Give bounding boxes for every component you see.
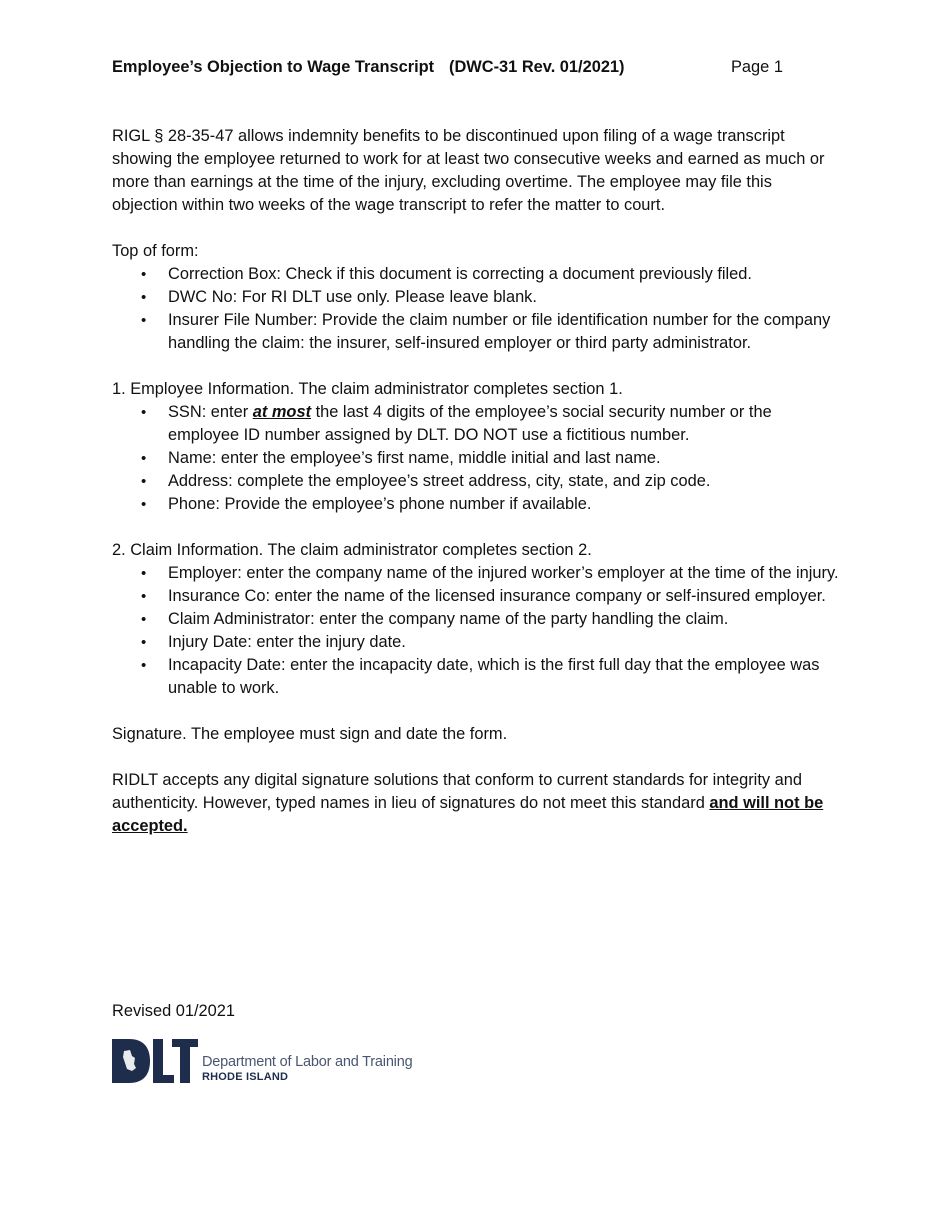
form-title: Employee’s Objection to Wage Transcript: [112, 58, 435, 76]
form-header: [112, 56, 842, 79]
digital-signature-paragraph: RIDLT accepts any digital signature solutions that conform to current standards for integrity and authenticity. However, typed names in lieu of signatures do not meet this standard and will not be accepted.: [112, 771, 824, 835]
list-item-ssn: • SSN: enter at most the last 4 digits of the employee’s social security number or the employee ID number assigned by DLT. DO NOT use a fictitious number.: [141, 403, 772, 444]
list-item: • Claim Administrator: enter the company name of the party handling the claim.: [112, 608, 842, 631]
intro-paragraph: RIGL § 28-35-47 allows indemnity benefits to be discontinued upon filing of a wage transcript showing the employee returned to work for at least two consecutive weeks and earned as much or more than earnings at the time of the injury, excluding overtime. The employee may file this objection within two weeks of the wage transcript to refer the matter to court.: [112, 127, 825, 214]
list-item: • Insurance Co: enter the name of the licensed insurance company or self-insured employer.: [112, 585, 842, 608]
bullet-icon: •: [141, 634, 147, 651]
bullet-icon: •: [141, 312, 147, 329]
bullet-icon: •: [141, 565, 147, 582]
dlt-logo: [112, 1038, 412, 1084]
list-item: • Phone: Provide the employee’s phone number if available.: [112, 493, 842, 516]
list-item: • DWC No: For RI DLT use only. Please leave blank.: [112, 286, 842, 309]
list-item: • Incapacity Date: enter the incapacity date, which is the first full day that the employee was unable to work.: [141, 656, 820, 697]
signature-paragraph: Signature. The employee must sign and date the form.: [112, 725, 508, 743]
dlt-logo-mark: [112, 1038, 198, 1084]
bullet-icon: •: [141, 473, 147, 490]
list-item: • Name: enter the employee’s first name, middle initial and last name.: [112, 447, 842, 470]
bullet-icon: •: [141, 611, 147, 628]
document-page: [112, 56, 842, 838]
bullet-icon: •: [141, 450, 147, 467]
dlt-logo-text: [202, 1054, 412, 1083]
bullet-icon: •: [141, 588, 147, 605]
section1-list: [112, 401, 842, 516]
top-of-form-list: [112, 263, 842, 355]
bullet-icon: •: [141, 496, 147, 513]
digital-signature-emphasis: and will not be accepted.: [112, 794, 824, 835]
form-code: (DWC-31 Rev. 01/2021): [449, 58, 625, 76]
list-item: • Injury Date: enter the injury date.: [112, 631, 842, 654]
revised-date: Revised 01/2021: [112, 1002, 236, 1020]
list-item: • Insurer File Number: Provide the claim number or file identification number for the company handling the claim: the insurer, self-insured employer or third party administrator.: [141, 311, 831, 352]
section2-list: [112, 562, 842, 700]
section2-label: 2. Claim Information. The claim administrator completes section 2.: [112, 541, 592, 559]
section1-label: 1. Employee Information. The claim administrator completes section 1.: [112, 380, 623, 398]
top-of-form-label: Top of form:: [112, 242, 199, 260]
department-name: Department of Labor and Training: [202, 1054, 413, 1070]
page-number: Page 1: [731, 58, 783, 76]
list-item: • Employer: enter the company name of the injured worker’s employer at the time of the injury.: [112, 562, 842, 585]
state-name: RHODE ISLAND: [202, 1071, 289, 1083]
bullet-icon: •: [141, 404, 147, 421]
bullet-icon: •: [141, 289, 147, 306]
list-item: • Address: complete the employee’s street address, city, state, and zip code.: [112, 470, 842, 493]
list-item: • Correction Box: Check if this document is correcting a document previously filed.: [112, 263, 842, 286]
bullet-icon: •: [141, 657, 147, 674]
ssn-emphasis: at most: [252, 403, 312, 421]
bullet-icon: •: [141, 266, 147, 283]
